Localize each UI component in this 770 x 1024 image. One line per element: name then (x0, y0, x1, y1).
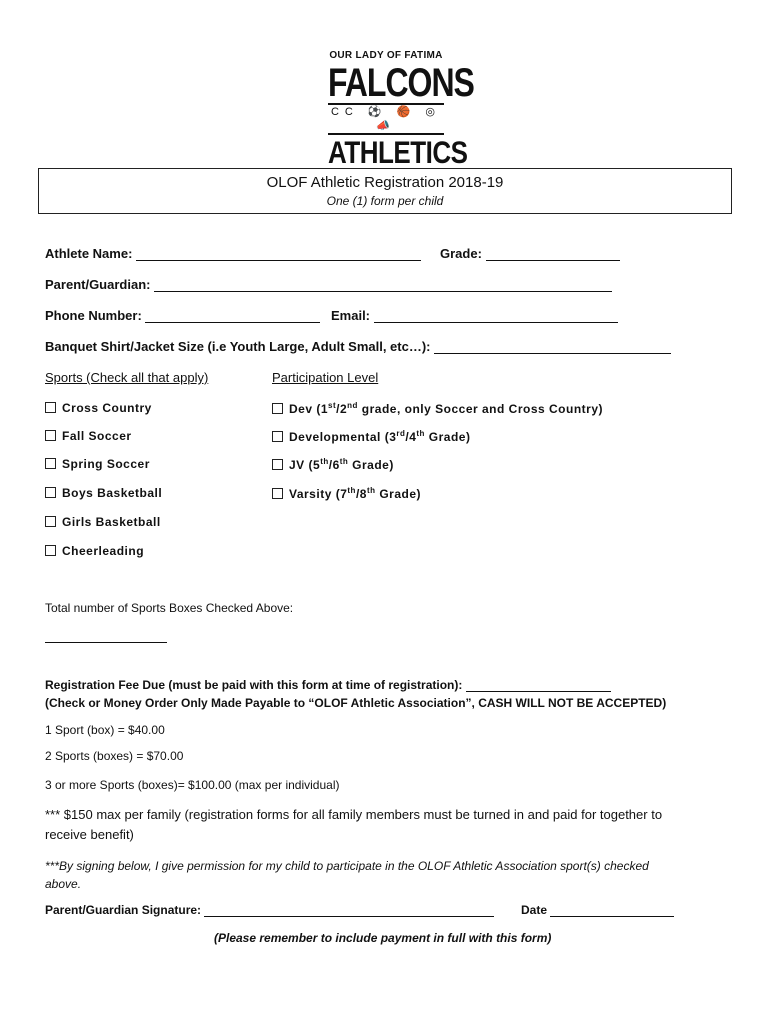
checkbox-icon[interactable] (45, 487, 56, 498)
superscript: th (347, 486, 356, 495)
fee-one-sport: 1 Sport (box) = $40.00 (45, 723, 165, 737)
parent-row (45, 277, 612, 292)
checkbox-icon[interactable] (45, 402, 56, 413)
level-label: grade, only Soccer and Cross Country) (357, 402, 604, 416)
sport-label: Fall Soccer (62, 429, 132, 443)
level-label: Grade) (348, 458, 394, 472)
fee-due-row (45, 678, 611, 692)
superscript: st (328, 401, 337, 410)
athlete-name-label: Athlete Name: (45, 246, 133, 261)
date-field[interactable] (550, 904, 674, 917)
sport-option-spring-soccer[interactable] (45, 457, 150, 471)
checkbox-icon[interactable] (45, 516, 56, 527)
fee-two-sports: 2 Sports (boxes) = $70.00 (45, 749, 184, 763)
superscript: nd (347, 401, 358, 410)
athlete-name-field[interactable] (136, 248, 421, 261)
logo-top-text: OUR LADY OF FATIMA (329, 50, 443, 61)
sport-option-cross-country[interactable] (45, 401, 152, 415)
athlete-name-row (45, 246, 421, 261)
sport-option-girls-basketball[interactable] (45, 515, 161, 529)
email-label: Email: (331, 308, 371, 323)
date-label: Date (521, 903, 548, 917)
total-boxes-field[interactable] (45, 630, 167, 643)
parent-guardian-field[interactable] (154, 279, 612, 292)
sport-option-fall-soccer[interactable] (45, 429, 132, 443)
signature-field[interactable] (204, 904, 494, 917)
level-label: Developmental (3 (289, 430, 397, 444)
family-max-line1: *** $150 max per family (registration forms for all family members must be turned in and paid for together to (45, 807, 663, 822)
level-label: Grade) (375, 487, 422, 501)
superscript: rd (396, 429, 406, 438)
level-label: Varsity (7 (289, 487, 348, 501)
date-row (521, 903, 674, 917)
checkbox-icon[interactable] (45, 430, 56, 441)
sport-option-cheerleading[interactable] (45, 544, 144, 558)
sport-option-boys-basketball[interactable] (45, 486, 162, 500)
superscript: th (320, 457, 329, 466)
superscript: th (416, 429, 425, 438)
checkbox-icon[interactable] (45, 545, 56, 556)
grade-label: Grade: (440, 246, 482, 261)
checkbox-icon[interactable] (272, 431, 283, 442)
level-label: /8 (355, 487, 367, 501)
level-label: Grade) (424, 430, 471, 444)
family-max-line2: receive benefit) (45, 827, 134, 842)
total-boxes-row (45, 628, 167, 643)
level-label: /4 (405, 430, 417, 444)
level-label: Dev (1 (289, 402, 329, 416)
athletics-logo (328, 50, 474, 170)
level-label: /6 (328, 458, 340, 472)
sport-label: Boys Basketball (62, 486, 163, 500)
grade-field[interactable] (486, 248, 620, 261)
sport-label: Cheerleading (62, 544, 145, 558)
form-title: OLOF Athletic Registration 2018-19 (266, 174, 504, 191)
permission-line1: ***By signing below, I give permission for my child to participate in the OLOF Athletic Association sport(s) checked (45, 859, 649, 873)
superscript: th (366, 486, 376, 495)
banquet-size-field[interactable] (434, 341, 671, 354)
fee-due-label: Registration Fee Due (must be paid with this form at time of registration): (45, 678, 463, 692)
email-field[interactable] (374, 310, 618, 323)
checkbox-icon[interactable] (272, 459, 283, 470)
participation-heading: Participation Level (272, 370, 379, 385)
level-label: JV (5 (289, 458, 321, 472)
level-label: /2 (336, 402, 348, 416)
grade-row (440, 246, 620, 261)
sport-label: Spring Soccer (62, 457, 150, 471)
checkbox-icon[interactable] (45, 458, 56, 469)
payment-reminder: (Please remember to include payment in full with this form) (214, 931, 552, 945)
email-row (331, 308, 618, 323)
level-option-jv[interactable] (272, 457, 394, 472)
sports-heading: Sports (Check all that apply) (45, 370, 209, 385)
signature-row (45, 903, 494, 917)
checkbox-icon[interactable] (272, 488, 283, 499)
total-boxes-label: Total number of Sports Boxes Checked Above: (45, 601, 294, 615)
checkbox-icon[interactable] (272, 403, 283, 414)
permission-line2: above. (45, 877, 82, 891)
fee-three-sports: 3 or more Sports (boxes)= $100.00 (max per individual) (45, 778, 340, 792)
fee-due-field[interactable] (466, 679, 611, 692)
level-option-varsity[interactable] (272, 486, 421, 501)
form-title-box (38, 168, 732, 214)
level-option-dev[interactable] (272, 401, 603, 416)
sport-label: Girls Basketball (62, 515, 161, 529)
level-option-developmental[interactable] (272, 429, 470, 444)
phone-row (45, 308, 320, 323)
payment-note: (Check or Money Order Only Made Payable to “OLOF Athletic Association”, CASH WILL NOT BE ACCEPTED) (45, 696, 667, 710)
form-subtitle: One (1) form per child (326, 194, 444, 208)
parent-guardian-label: Parent/Guardian: (45, 277, 151, 292)
phone-field[interactable] (145, 310, 320, 323)
logo-main-text: FALCONS (328, 59, 474, 105)
banquet-row (45, 339, 671, 354)
superscript: th (339, 457, 349, 466)
phone-label: Phone Number: (45, 308, 142, 323)
logo-bottom-text: ATHLETICS (328, 134, 468, 170)
banquet-label: Banquet Shirt/Jacket Size (i.e Youth Large, Adult Small, etc…): (45, 339, 431, 354)
logo-sport-icons: CC ⚽ 🏀 ◎ 📣 (328, 103, 444, 135)
sport-label: Cross Country (62, 401, 152, 415)
signature-label: Parent/Guardian Signature: (45, 903, 202, 917)
